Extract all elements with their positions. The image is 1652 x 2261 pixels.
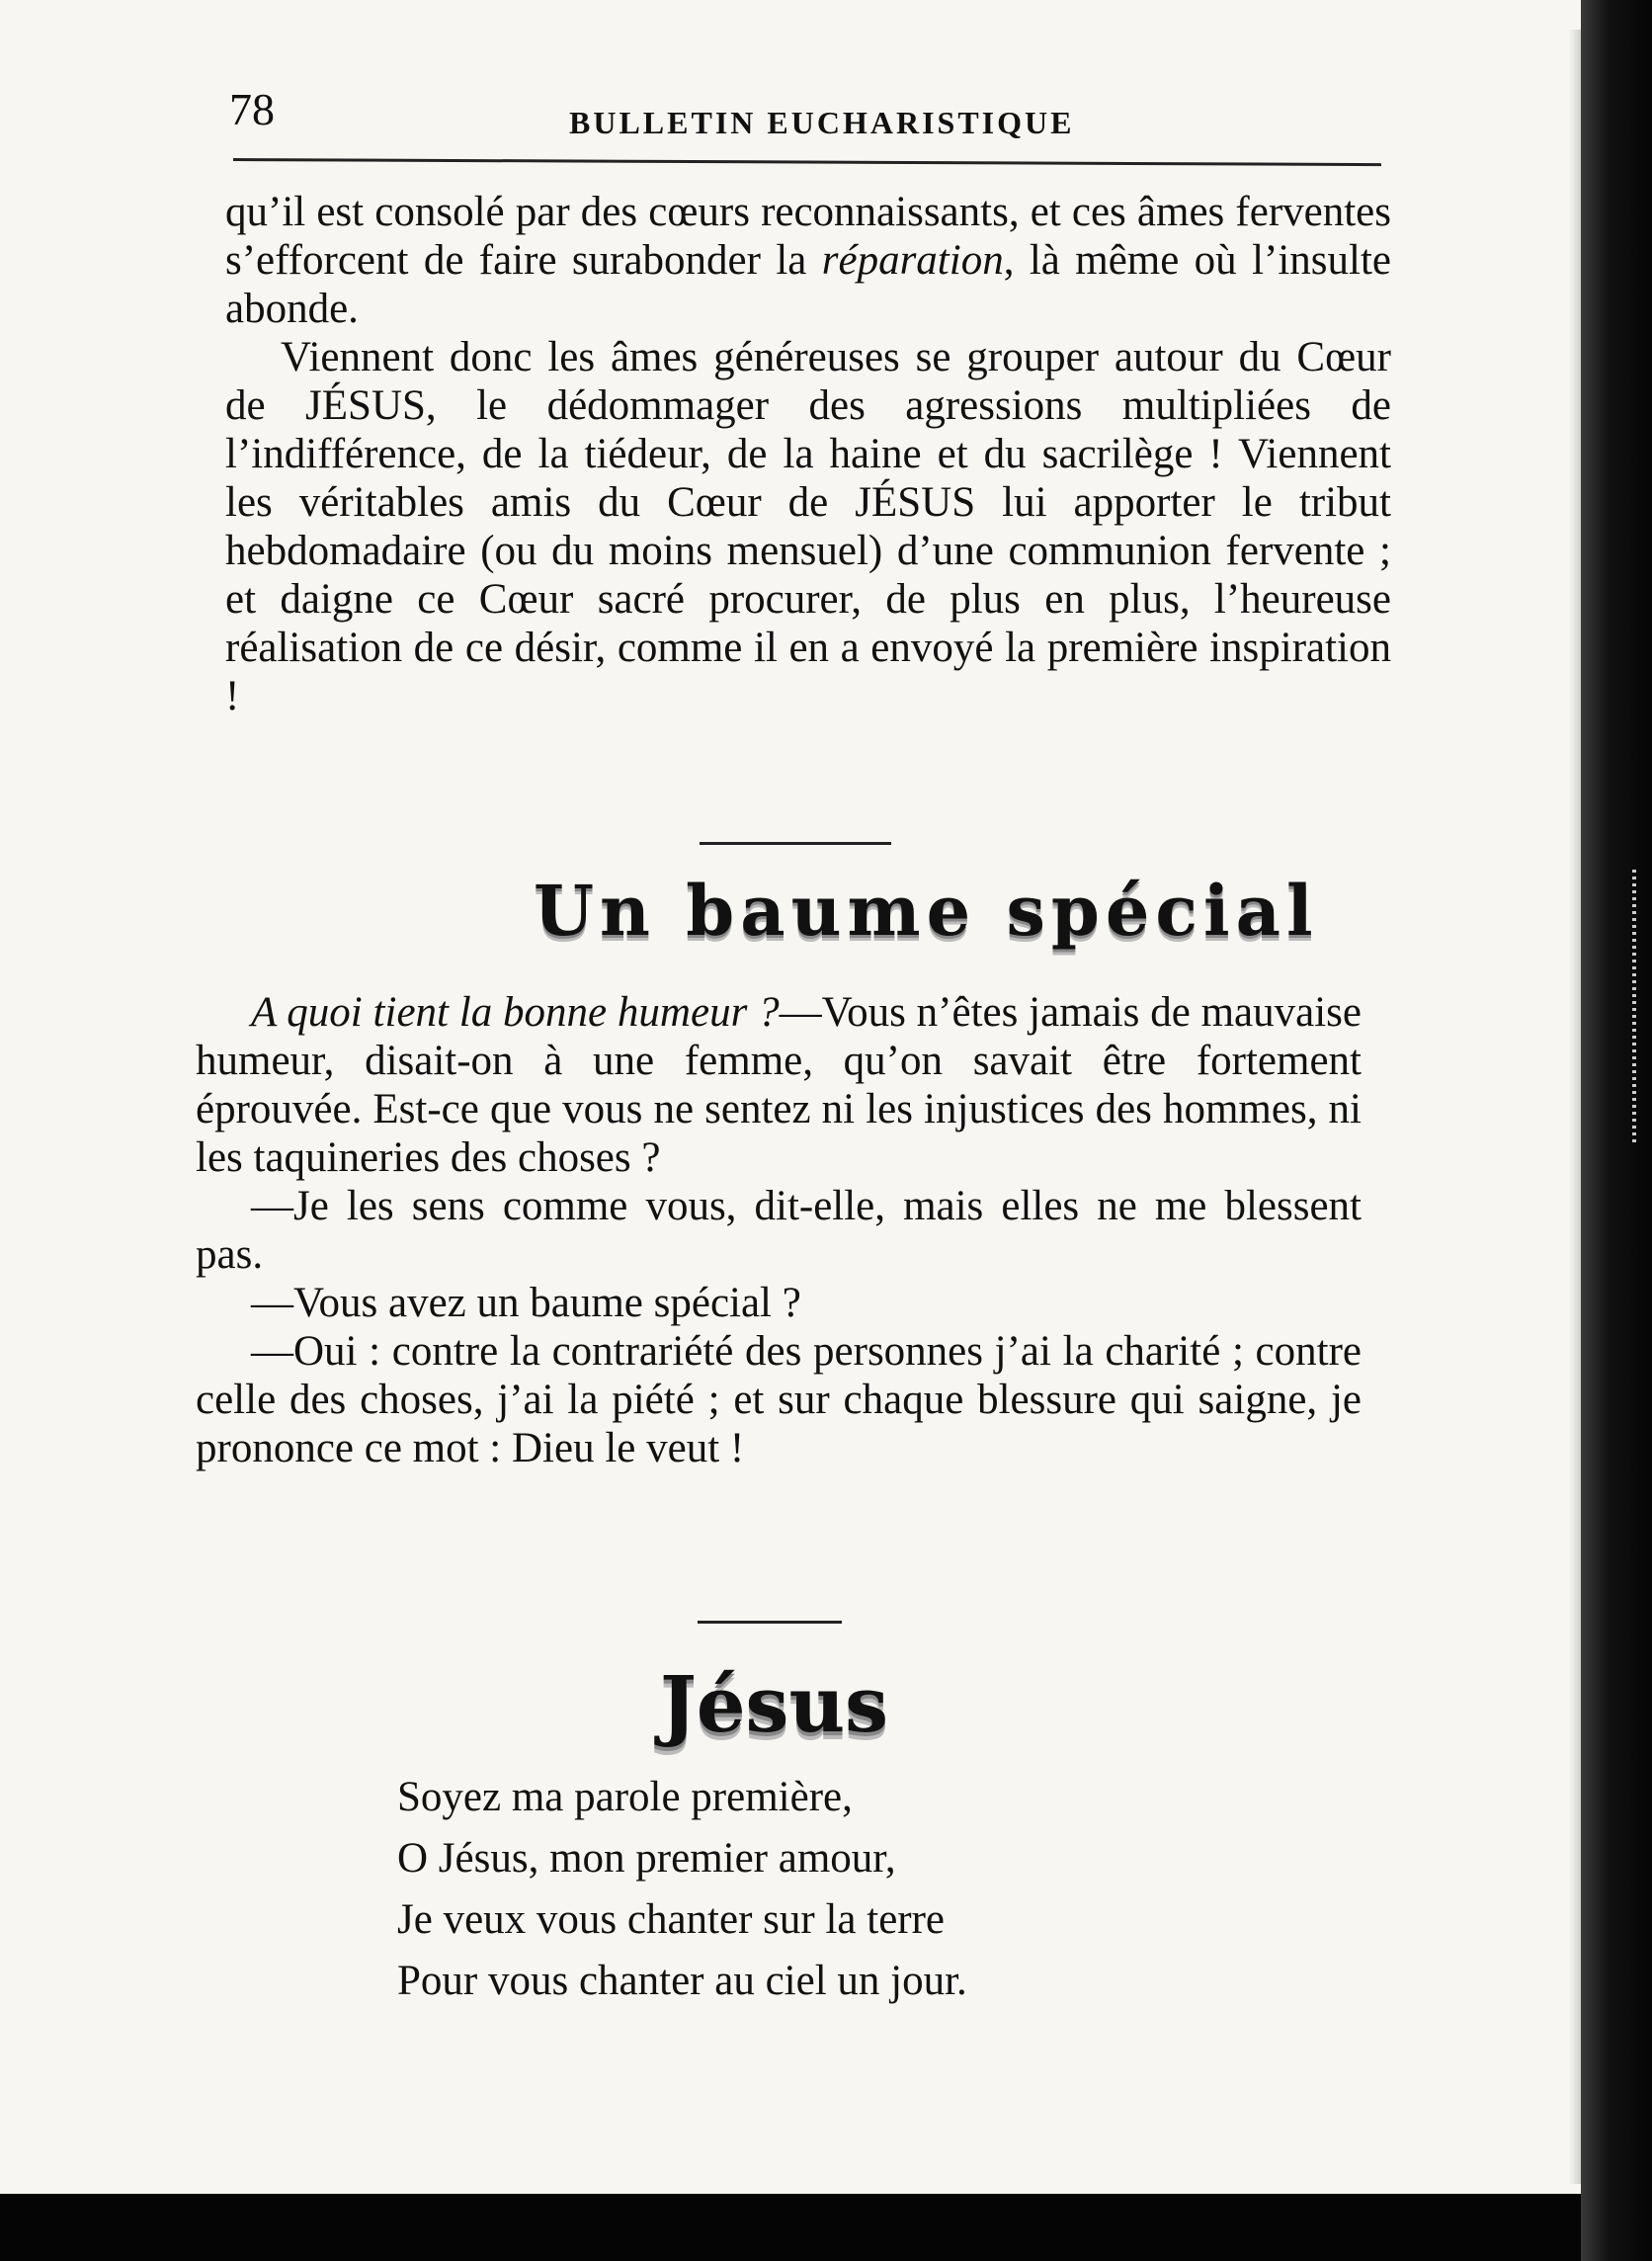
poem-line: O Jésus, mon premier amour, (397, 1835, 896, 1882)
section-baume-body (196, 988, 1362, 1472)
lead-question: A quoi tient la bonne humeur ? (251, 989, 780, 1036)
running-head: BULLETIN EUCHARISTIQUE (569, 105, 1075, 140)
paragraph-1: qu’il est consolé par des cœurs reconnaissants, et ces âmes ferventes s’efforcent de faire surabonder la réparation, là même où l’insulte abonde. (225, 189, 1391, 332)
book-binding (1581, 0, 1652, 2261)
dialogue-line: —Je les sens comme vous, dit-elle, mais elles ne me blessent pas. (196, 1183, 1362, 1278)
section-title-jesus: Jésus (660, 1660, 889, 1750)
header-rule (233, 158, 1381, 166)
dialogue-line: —Oui : contre la contrariété des personnes j’ai la charité ; contre celle des choses, j’ai la piété ; et sur chaque blessure qui saigne, je prononce ce mot : Dieu le veut ! (196, 1328, 1362, 1471)
scan-bottom-edge (0, 2194, 1581, 2261)
lead-paragraph: A quoi tient la bonne humeur ?—Vous n’êtes jamais de mauvaise humeur, disait-on à une femme, qu’on savait être fortement éprouvée. Est-ce que vous ne sentez ni les injustices des hommes, ni les taquineries des choses ? (196, 989, 1362, 1181)
poem-line: Pour vous chanter au ciel un jour. (397, 1958, 967, 2004)
poem (397, 1767, 967, 2012)
binding-stitching (1632, 870, 1636, 1146)
section-title-baume: Un baume spécial (534, 870, 1319, 952)
page-header (229, 79, 1380, 158)
paragraph-2: Viennent donc les âmes généreuses se grouper autour du Cœur de JÉSUS, le dédommager des agressions multipliées de l’indifférence, de la tiédeur, de la haine et du sacrilège ! Viennent les véritables amis du Cœur de JÉSUS lui apporter le tribut hebdomadaire (ou du moins mensuel) d’une communion fervente ; et daigne ce Cœur sacré procurer, de plus en plus, l’heureuse réalisation de ce désir, comme il en a envoyé la première inspiration ! (225, 334, 1391, 719)
poem-line: Soyez ma parole première, (397, 1774, 853, 1820)
section-divider (700, 842, 891, 845)
page-edge (1569, 30, 1581, 2184)
section-continuation (225, 188, 1391, 720)
section-divider (698, 1621, 842, 1624)
page-number: 78 (229, 84, 275, 134)
italic-word: réparation (821, 237, 1004, 284)
dialogue-line: —Vous avez un baume spécial ? (251, 1280, 801, 1326)
poem-line: Je veux vous chanter sur la terre (397, 1896, 946, 1943)
